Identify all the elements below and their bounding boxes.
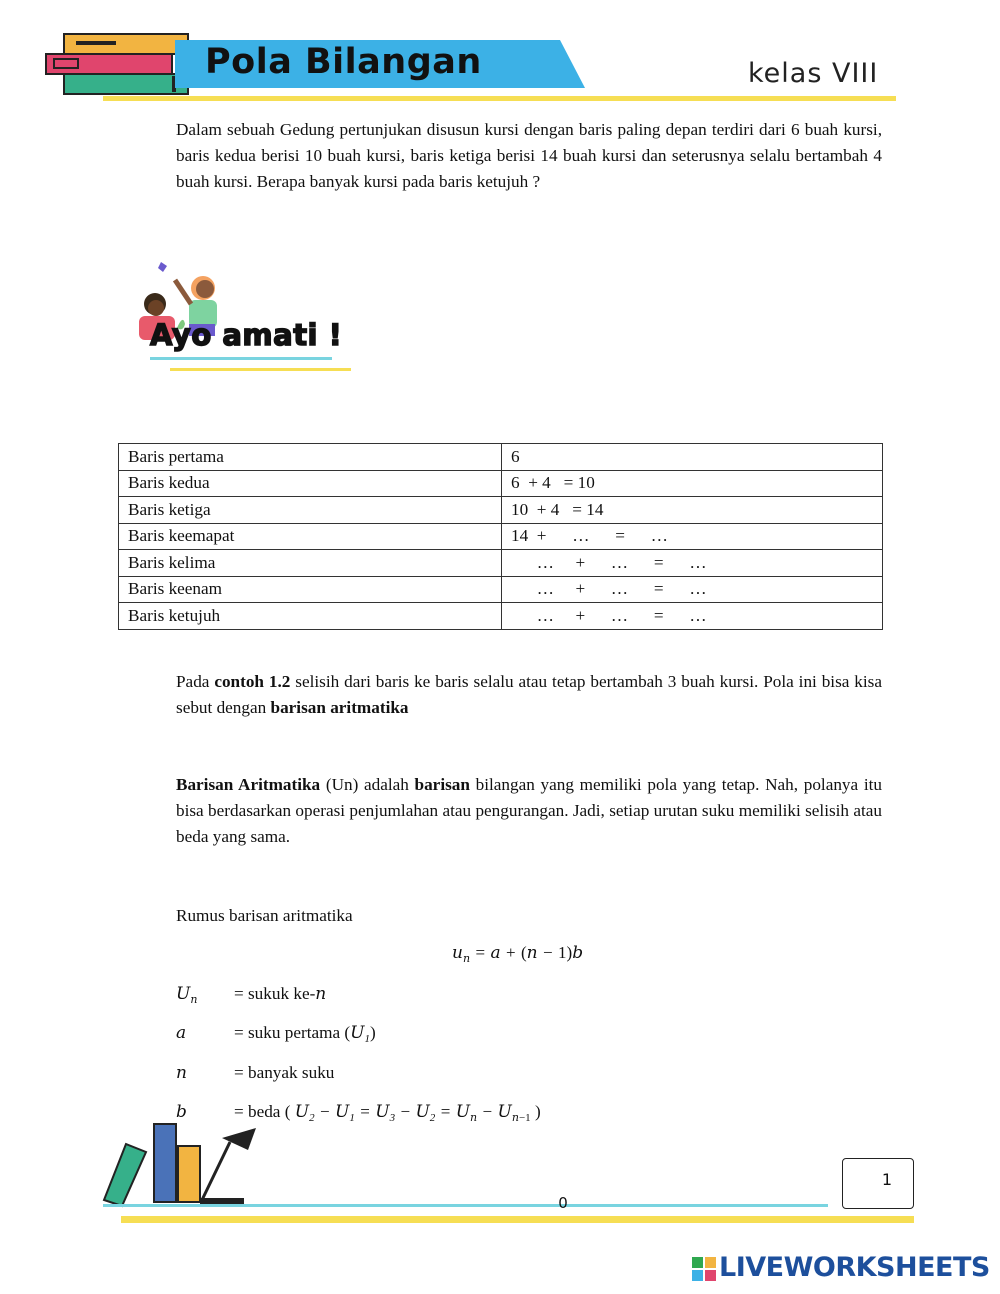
row-value: … + … = … bbox=[502, 603, 883, 630]
grade-label: kelas VIII bbox=[748, 58, 879, 89]
books-stack-icon bbox=[44, 32, 194, 98]
row-label: Baris keenam bbox=[119, 576, 502, 603]
text-span: bilangan yang memiliki pola yang tetap. Nah, polanya itu bisa berdasarkan operasi penjumlahan atau pengurangan. Jadi, setiap urutan suku memiliki selisih atau beda yang sama. bbox=[176, 775, 882, 846]
def-symbol: b bbox=[176, 1102, 187, 1122]
ayo-underline-blue bbox=[150, 357, 332, 360]
def-a-text: = suku pertama ( bbox=[234, 1023, 351, 1042]
row-label: Baris keemapat bbox=[119, 523, 502, 550]
def-text: = beda ( $U_2 - U_1 = U_3 - U_2 = U_n - U_{n-1}$ ) bbox=[234, 1102, 541, 1124]
bold-span: contoh 1.2 bbox=[214, 672, 291, 691]
header-divider bbox=[103, 96, 896, 101]
row-value: 10 + 4 = 14 bbox=[502, 497, 883, 524]
table-row bbox=[119, 603, 883, 630]
row-label: Baris ketujuh bbox=[119, 603, 502, 630]
row-label: Baris ketiga bbox=[119, 497, 502, 524]
def-un-text: = sukuk ke- bbox=[234, 984, 316, 1003]
rumus-label: Rumus barisan aritmatika bbox=[176, 906, 353, 925]
ayo-underline-yellow bbox=[170, 368, 351, 371]
row-label: Baris kedua bbox=[119, 470, 502, 497]
def-symbol: n bbox=[176, 1063, 187, 1083]
footer-divider-blue bbox=[103, 1204, 828, 1207]
rows-table bbox=[118, 443, 883, 630]
definition-paragraph bbox=[176, 772, 882, 850]
def-text: = sukuk ke-n bbox=[234, 984, 327, 1004]
row-value: … + … = … bbox=[502, 550, 883, 577]
row-value: 14 + … = … bbox=[502, 523, 883, 550]
def-symbol: a bbox=[176, 1023, 187, 1043]
page-number: 1 bbox=[881, 1170, 893, 1189]
books-lamp-icon bbox=[100, 1120, 270, 1210]
def-b-text: = beda ( bbox=[234, 1102, 291, 1121]
ayo-amati-heading: Ayo amati ! bbox=[150, 318, 343, 352]
page-title: Pola Bilangan bbox=[205, 42, 482, 82]
liveworksheets-brand[interactable]: LIVEWORKSHEETS bbox=[719, 1252, 990, 1283]
def-symbol: $U_n$ bbox=[176, 984, 198, 1006]
page-footer-zero: 0 bbox=[558, 1194, 568, 1212]
def-text: = suku pertama $(U_1)$ bbox=[234, 1023, 376, 1045]
bold-span: barisan bbox=[414, 775, 470, 794]
formula: $u_n = a + (n - 1)b$ bbox=[452, 943, 584, 965]
row-value: … + … = … bbox=[502, 576, 883, 603]
footer-divider-yellow bbox=[121, 1216, 914, 1223]
table-row bbox=[119, 444, 883, 471]
row-value: 6 bbox=[502, 444, 883, 471]
text-span: (Un) adalah bbox=[320, 775, 415, 794]
def-text: = banyak suku bbox=[234, 1063, 335, 1082]
liveworksheets-logo-icon bbox=[692, 1257, 716, 1281]
bold-span: Barisan Aritmatika bbox=[176, 775, 321, 794]
bold-span: barisan aritmatika bbox=[270, 698, 409, 717]
contoh-paragraph bbox=[176, 669, 882, 721]
table-row bbox=[119, 470, 883, 497]
text-span: Pada bbox=[176, 672, 215, 691]
row-label: Baris pertama bbox=[119, 444, 502, 471]
table-row bbox=[119, 576, 883, 603]
table-row bbox=[119, 550, 883, 577]
table-row bbox=[119, 523, 883, 550]
table-row bbox=[119, 497, 883, 524]
row-value: 6 + 4 = 10 bbox=[502, 470, 883, 497]
text-span: selisih dari baris ke baris selalu atau tetap bertambah 3 buah kursi. Pola ini bisa kisa sebut dengan bbox=[176, 672, 882, 717]
intro-paragraph: Dalam sebuah Gedung pertunjukan disusun kursi dengan baris paling depan terdiri dari 6 buah kursi, baris kedua berisi 10 buah kursi, baris ketiga berisi 14 buah kursi dan seterusnya selalu bertambah 4 buah kursi. Berapa banyak kursi pada baris ketujuh ? bbox=[176, 120, 882, 191]
row-label: Baris kelima bbox=[119, 550, 502, 577]
